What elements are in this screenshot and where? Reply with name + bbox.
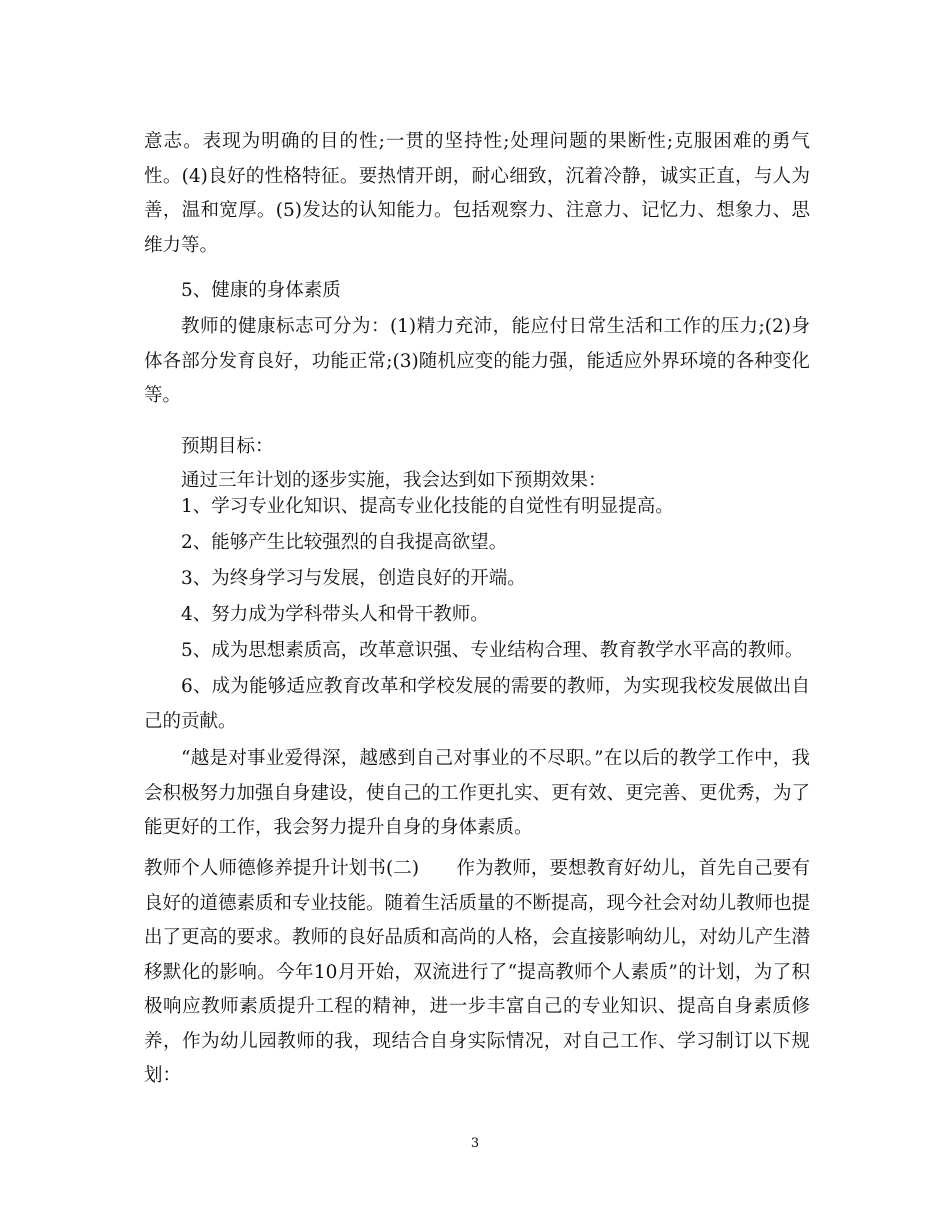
goal-item: 1、学习专业化知识、提高专业化技能的自觉性有明显提高。 <box>181 496 674 517</box>
goal-item: 4、努力成为学科带头人和骨干教师。 <box>181 604 489 625</box>
goal-item: 6、成为能够适应教育改革和学校发展的需要的教师，为实现我校发展做出自己的贡献。 <box>144 676 810 732</box>
paragraph-continuation: 意志。表现为明确的目的性;一贯的坚持性;处理问题的果断性;克服困难的勇气性。(4)良好的性格特征。要热情开朗，耐心细致，沉着冷静，诚实正直，与人为善，温和宽厚。(5)发达的认知能力。包括观察力、注意力、记忆力、想象力、思维力等。 <box>144 131 810 256</box>
page-number: 3 <box>470 1136 480 1151</box>
paragraph-part-two: 教师个人师德修养提升计划书(二) 作为教师，要想教育好幼儿，首先自己要有良好的道德素质和专业技能。随着生活质量的不断提高，现今社会对幼儿教师也提出了更高的要求。教师的良好品质和高尚的人格，会直接影响幼儿，对幼儿产生潜移默化的影响。今年10月开始，双流进行了“提高教师个人素质”的计划，为了积极响应教师素质提升工程的精神，进一步丰富自己的专业知识、提高自身素质修养，作为幼儿园教师的我，现结合自身实际情况，对自己工作、学习制订以下规划： <box>144 858 811 1086</box>
goal-item: 2、能够产生比较强烈的自我提高欲望。 <box>181 532 508 553</box>
goal-item: 3、为终身学习与发展，创造良好的开端。 <box>181 568 526 589</box>
goals-heading: 预期目标： <box>181 436 274 457</box>
goal-item: 5、成为思想素质高，改革意识强、专业结构合理、教育教学水平高的教师。 <box>181 640 804 661</box>
section-heading-health: 5、健康的身体素质 <box>181 280 341 301</box>
paragraph-health: 教师的健康标志可分为：(1)精力充沛，能应付日常生活和工作的压力;(2)身体各部分发育良好，功能正常;(3)随机应变的能力强，能适应外界环境的各种变化等。 <box>144 316 810 406</box>
goals-intro: 通过三年计划的逐步实施，我会达到如下预期效果： <box>181 470 607 491</box>
paragraph-quote: “越是对事业爱得深，越感到自己对事业的不尽职。”在以后的教学工作中，我会积极努力加强自身建设，使自己的工作更扎实、更有效、更完善、更优秀，为了能更好的工作，我会努力提升自身的身体素质。 <box>144 748 811 838</box>
